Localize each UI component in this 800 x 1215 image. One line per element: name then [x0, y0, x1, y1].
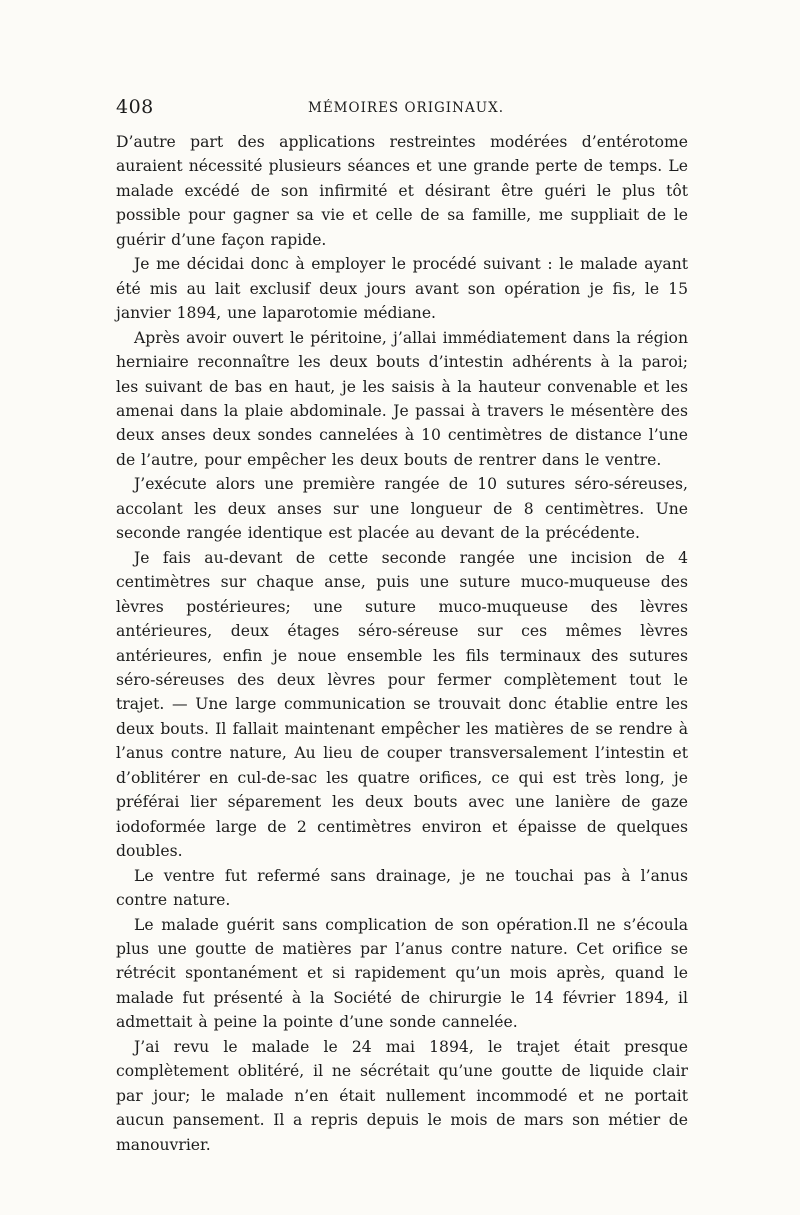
paragraph: J’exécute alors une première rangée de 10 sutures séro-séreuses, accolant les deux anses sur une longueur de 8 centimètres. Une seconde rangée identique est placée au devant de la précédente. — [116, 475, 688, 543]
paragraph: Je me décidai donc à employer le procédé suivant : le malade ayant été mis au lait exclusif deux jours avant son opération je fis, le 15 janvier 1894, une laparotomie médiane. — [116, 255, 688, 323]
paragraph: Le ventre fut refermé sans drainage, je ne touchai pas à l’anus contre nature. — [116, 866, 688, 910]
body-text — [116, 130, 688, 1157]
paragraph: Après avoir ouvert le péritoine, j’allai immédiatement dans la région herniaire reconnaître les deux bouts d’intestin adhérents à la paroi; les suivant de bas en haut, je les saisis à la hauteur convenable et les amenai dans la plaie abdominale. Je passai à travers le mésentère des deux anses deux sondes cannelées à 10 centimètres de distance l’une de l’autre, pour empêcher les deux bouts de rentrer dans le ventre. — [116, 328, 688, 469]
page-number: 408 — [116, 96, 154, 118]
paragraph: Je fais au-devant de cette seconde rangée une incision de 4 centimètres sur chaque anse, puis une suture muco-muqueuse des lèvres postérieures; une suture muco-muqueuse des lèvres antérieures, deux étages séro-séreuse sur ces mêmes lèvres antérieures, enfin je noue ensemble les fils terminaux des sutures séro-séreuses des deux lèvres pour fermer complètement tout le trajet. — Une large communication se trouvait donc établie entre les deux bouts. Il fallait maintenant empêcher les matières de se rendre à l’anus contre nature, Au lieu de couper transversalement l’intestin et d’oblitérer en cul-de-sac les quatre orifices, ce qui est très long, je préférai lier séparement les deux bouts avec une lanière de gaze iodoformée large de 2 centimètres environ et épaisse de quelques doubles. — [116, 548, 688, 861]
paragraph: J’ai revu le malade le 24 mai 1894, le trajet était presque complètement oblitéré, il ne sécrétait qu’une goutte de liquide clair par jour; le malade n’en était nullement incommodé et ne portait aucun pansement. Il a repris depuis le mois de mars son métier de manouvrier. — [116, 1037, 688, 1154]
running-head: MÉMOIRES ORIGINAUX. — [308, 100, 504, 116]
page-header — [116, 96, 686, 122]
paragraph: Le malade guérit sans complication de son opération.Il ne s’écoula plus une goutte de matières par l’anus contre nature. Cet orifice se rétrécit spontanément et si rapidement qu’un mois après, quand le malade fut présenté à la Société de chirurgie le 14 février 1894, il admettait à peine la pointe d’une sonde cannelée. — [116, 915, 688, 1032]
paragraph: D’autre part des applications restreintes modérées d’entérotome auraient nécessité plusieurs séances et une grande perte de temps. Le malade excédé de son infirmité et désirant être guéri le plus tôt possible pour gagner sa vie et celle de sa famille, me suppliait de le guérir d’une façon rapide. — [116, 133, 688, 249]
